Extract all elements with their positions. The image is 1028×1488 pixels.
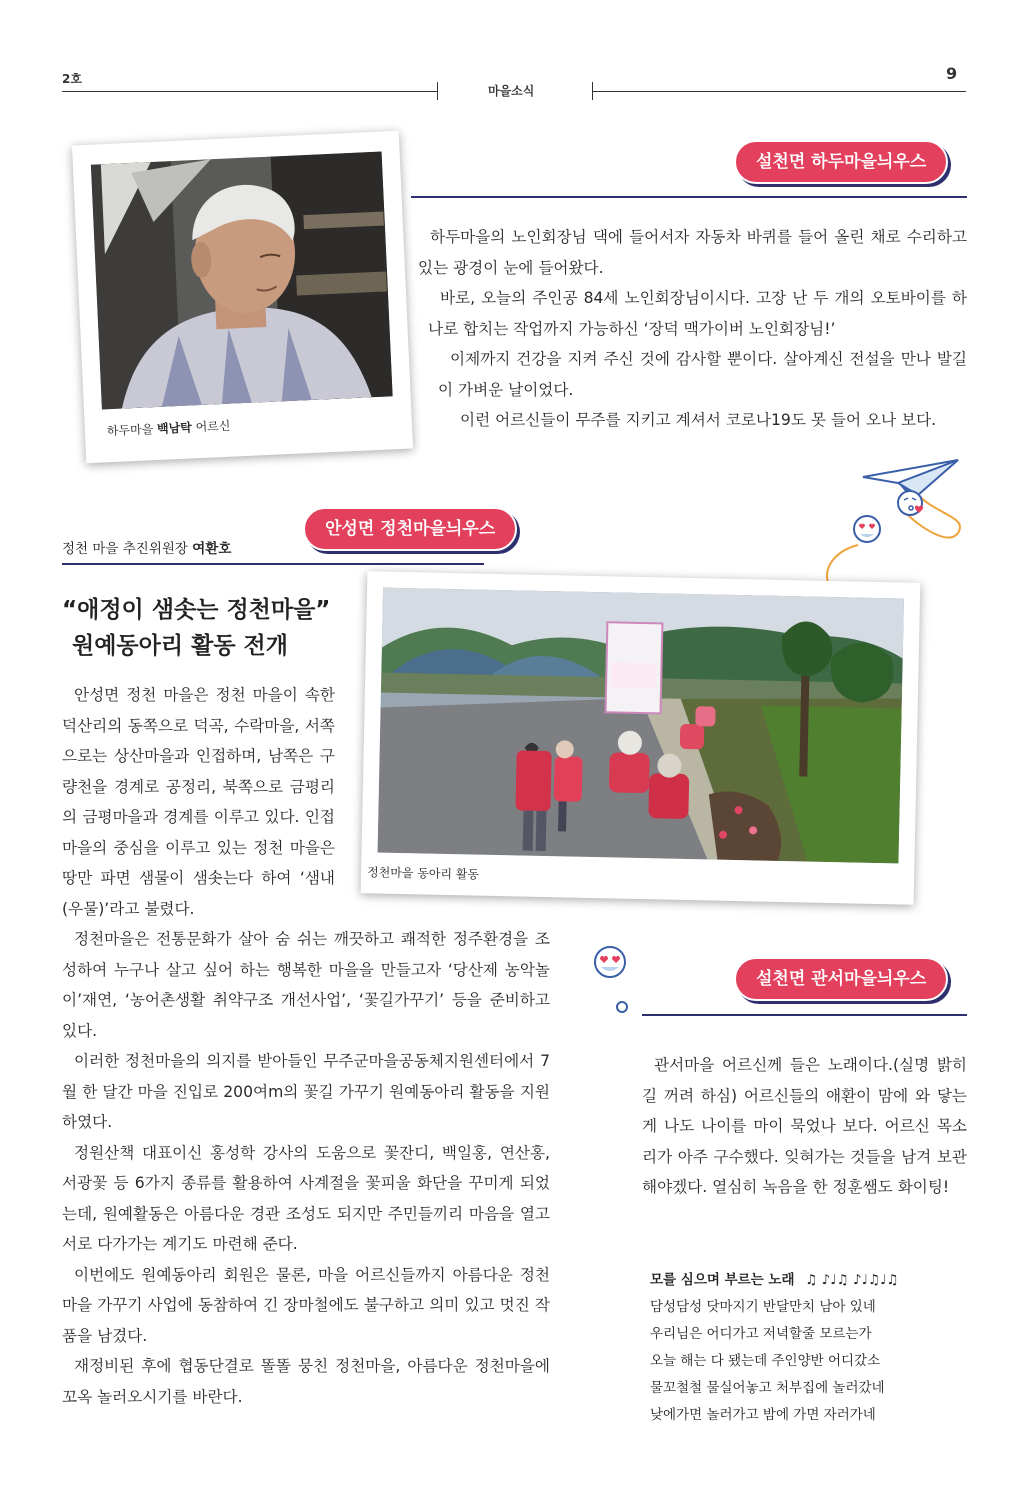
header-tick-left xyxy=(437,82,438,100)
story3-rule xyxy=(642,1014,967,1016)
headline-line: “애정이 샘솟는 정천마을” xyxy=(62,597,331,623)
song-title-row: 모를 심으며 부르는 노래 ♫ ♪♩♫ ♪♩♫♩♫ xyxy=(650,1272,899,1288)
headline-line: 원예동아리 활동 전개 xyxy=(72,633,288,659)
story1-paragraph: 바로, 오늘의 주인공 84세 노인회장님이시다. 고장 난 두 개의 오토바이를 하나로 합치는 작업까지 가능하신 ‘장덕 맥가이버 노인회장님!’ xyxy=(428,289,967,338)
story2-paragraph: 이번에도 원예동아리 회원은 물론, 마을 어르신들까지 아름다운 정천마을 가꾸기 사업에 동참하여 긴 장마철에도 불구하고 의미 있고 멋진 작품을 남겼다. xyxy=(62,1265,550,1345)
polaroid-photo-elder xyxy=(72,131,413,464)
kiss-emoji-icon xyxy=(895,488,925,518)
badge-gwanseo-village-news: 설천면 관서마을늬우스 xyxy=(734,957,948,1001)
badge-hadu-village-news: 설천면 하두마을늬우스 xyxy=(734,140,948,184)
story2-paragraph: 안성면 정천 마을은 정천 마을이 속한 덕산리의 동쪽으로 덕곡, 수락마을, 서쪽으로는 상산마을과 인접하며, 남쪽은 구량천을 경계로 공정리, 북쪽으로 금평리의 금평마을과 경계를 이루고 있다. 인접 마을의 중심을 이루고 있는 정천 마을은 땅만 파면 샘물이 샘솟는다 하여 ‘샘내(우물)’라고 불렸다. xyxy=(62,686,335,918)
song-line: 낮에가면 놀러가고 밤에 가면 자러가네 xyxy=(650,1407,876,1423)
story2-body-wide xyxy=(62,924,550,1412)
story1-body xyxy=(418,222,967,436)
page-number: 9 xyxy=(946,64,958,83)
story3-paragraph: 관서마을 어르신께 들은 노래이다.(실명 밝히길 꺼려 하심) 어르신들의 애환이 맘에 와 닿는 게 나도 나이를 마이 묵었나 보다. 어르신 목소리가 아주 구수했다. 잊혀가는 것들을 남겨 보관해야겠다. 열심히 녹음을 한 정훈쌤도 화이팅! xyxy=(642,1056,967,1196)
story2-byline: 정천 마을 추진위원장 여환호 xyxy=(62,541,232,557)
song-line: 담성담성 닷마지기 반달만치 남아 있네 xyxy=(650,1299,876,1315)
heart-eyes-emoji-icon xyxy=(590,942,630,982)
small-circle-ornament xyxy=(614,999,630,1015)
story1-rule xyxy=(411,196,967,198)
story2-rule xyxy=(62,563,484,565)
badge-jeongcheon-village-news: 안성면 정천마을늬우스 xyxy=(303,507,517,551)
heart-eyes-emoji-icon xyxy=(851,513,883,545)
song-line: 오늘 해는 다 됐는데 주인양반 어디갔소 xyxy=(650,1353,881,1369)
photo-elder-man xyxy=(91,152,393,410)
story2-paragraph: 정원산책 대표이신 홍성학 강사의 도움으로 꽃잔디, 백일홍, 연산홍, 서광꽃 등 6가지 종류를 활용하여 사계절을 꽃피울 화단을 꾸미게 되었는데, 원예활동은 아름다운 경관 조성도 되지만 주민들끼리 마음을 열고 서로 다가가는 계기도 마련해 준다. xyxy=(62,1143,550,1253)
story2-paragraph: 정천마을은 전통문화가 살아 숨 쉬는 깨끗하고 쾌적한 정주환경을 조성하여 누구나 살고 싶어 하는 행복한 마을을 만들고자 ‘당산제 농악놀이’재연, ‘농어촌생활 취약구조 개선사업’, ‘꽃길가꾸기’ 등을 준비하고 있다. xyxy=(62,930,550,1040)
story1-paragraph: 이런 어르신들이 무주를 지키고 계셔서 코로나19도 못 들어 오나 보다. xyxy=(460,411,937,429)
song-line: 우리님은 어디가고 저녁할줄 모르는가 xyxy=(650,1326,872,1342)
music-notes-icon: ♫ ♪♩♫ ♪♩♫♩♫ xyxy=(805,1272,899,1288)
story2-headline xyxy=(62,592,330,664)
photo-caption-elder: 하두마을 백남탁 어르신 xyxy=(106,418,231,439)
issue-number: 2호 xyxy=(62,72,82,86)
header-rule-right xyxy=(592,91,966,92)
story3-body xyxy=(642,1050,967,1203)
story1-paragraph: 이제까지 건강을 지켜 주신 것에 감사할 뿐이다. 살아계신 전설을 만나 발길이 가벼운 날이었다. xyxy=(438,350,967,399)
story1-paragraph: 하두마을의 노인회장님 댁에 들어서자 자동차 바퀴를 들어 올린 채로 수리하고 있는 광경이 눈에 들어왔다. xyxy=(418,228,967,277)
header-rule-left xyxy=(62,91,438,92)
photo-caption-garden-club: 정천마을 동아리 활동 xyxy=(366,865,480,882)
polaroid-photo-garden-club xyxy=(361,571,921,905)
story2-paragraph: 재정비된 후에 협동단결로 똘똘 뭉친 정천마을, 아름다운 정천마을에 꼬옥 놀러오시기를 바란다. xyxy=(62,1357,550,1406)
song-line: 물꼬철철 물실어놓고 처부집에 놀러갔네 xyxy=(650,1380,885,1396)
paper-plane-icon xyxy=(818,455,978,585)
story2-body-narrow xyxy=(62,680,335,924)
story2-paragraph: 이러한 정천마을의 의지를 받아들인 무주군마을공동체지원센터에서 7월 한 달간 마을 진입로 200여m의 꽃길 가꾸기 원예동아리 활동을 지원하였다. xyxy=(62,1052,550,1131)
photo-garden-club-activity xyxy=(378,588,904,864)
section-title: 마을소식 xyxy=(488,84,535,98)
